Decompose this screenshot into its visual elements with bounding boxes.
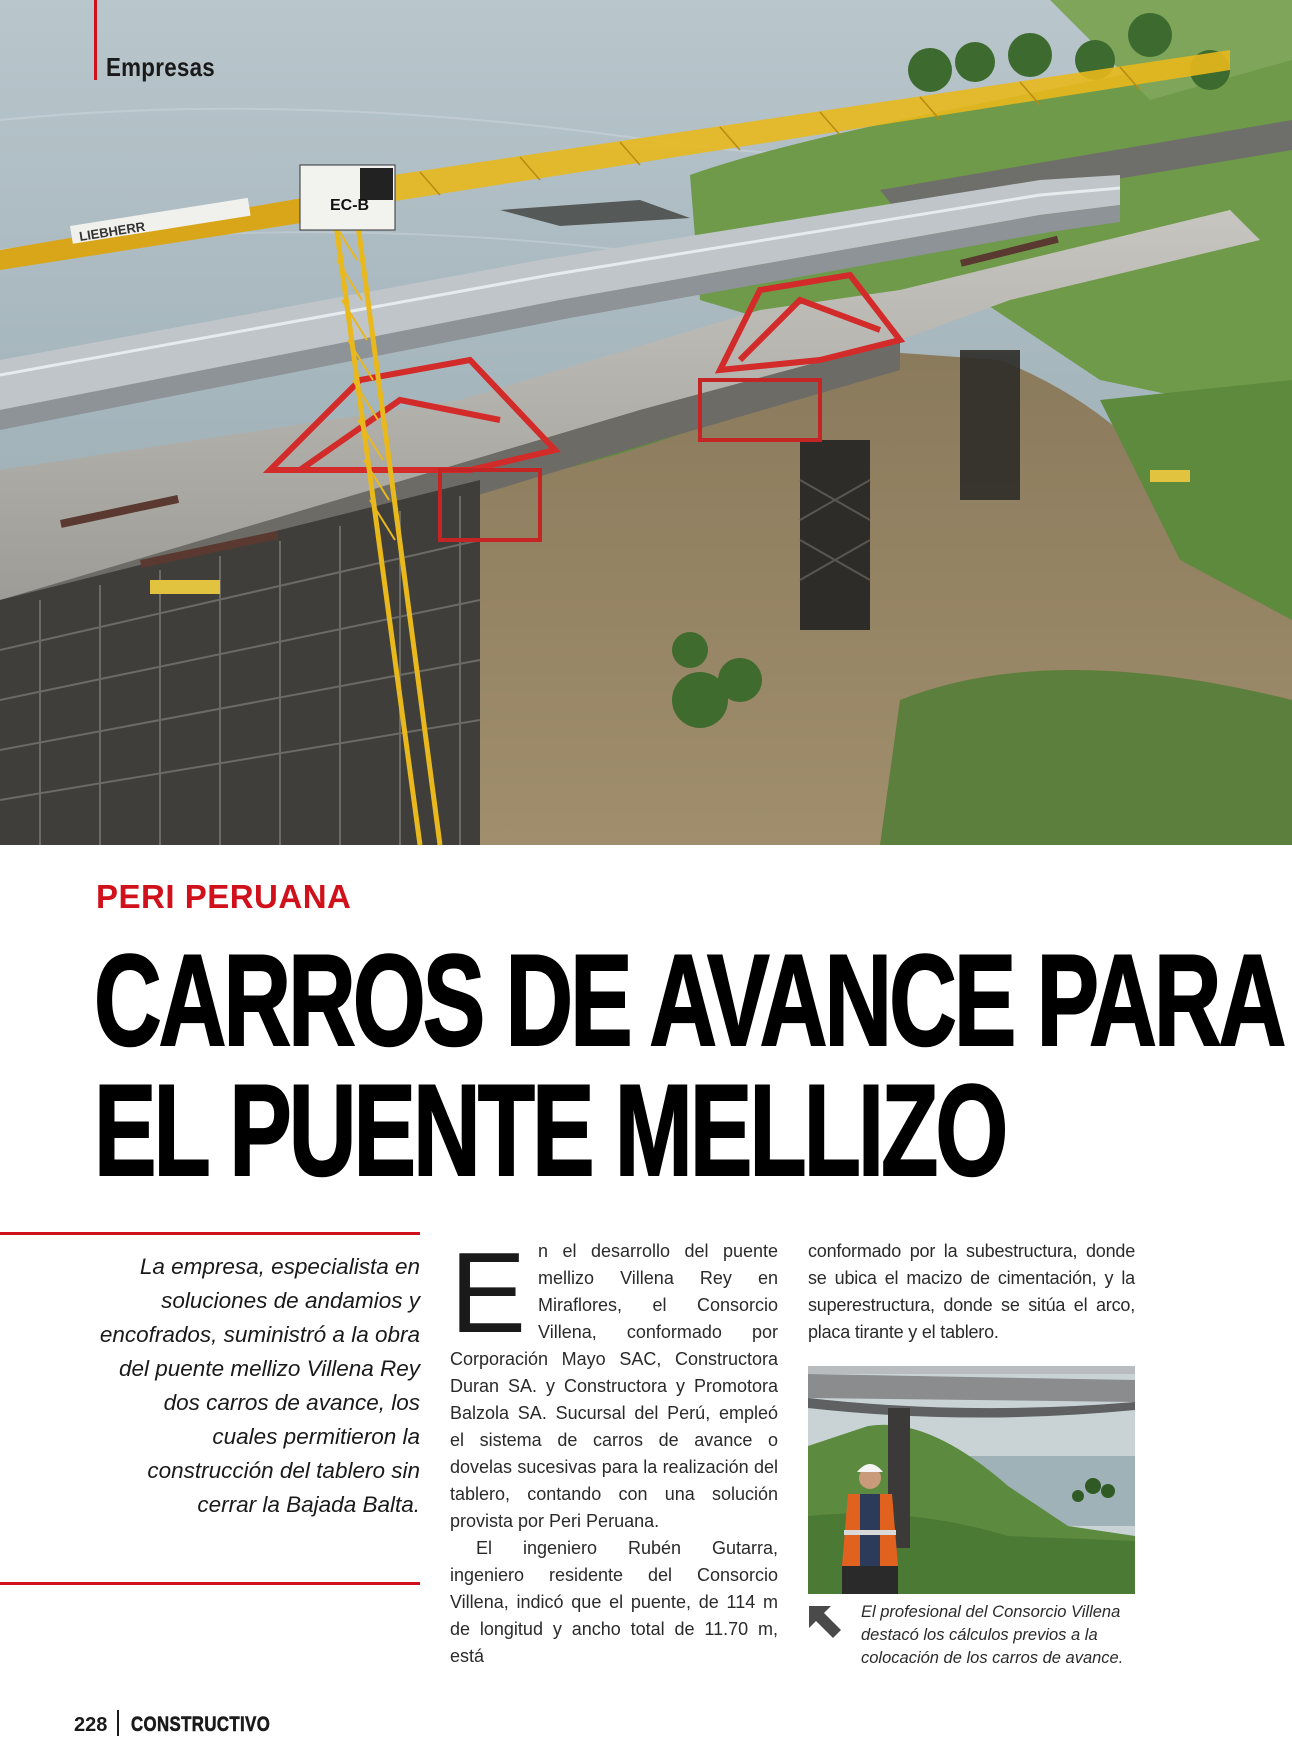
body-column-1	[450, 1230, 778, 1670]
crane-jib-text: LIEBHERR	[78, 218, 147, 244]
section-marker	[94, 0, 97, 80]
engineer-photo	[808, 1366, 1135, 1594]
body-column-2	[808, 1238, 1135, 1346]
headline-line-2: EL PUENTE MELLIZO	[94, 1057, 1006, 1203]
photo-caption: El profesional del Consorcio Villena destacó los cálculos previos a la colocación de los carros de avance.	[861, 1603, 1124, 1667]
kicker: PERI PERUANA	[96, 878, 352, 915]
footer-divider	[117, 1710, 119, 1736]
hero-photo	[0, 0, 1292, 845]
body-paragraph-1: n el desarrollo del puente mellizo Villena Rey en Miraflores, el Consorcio Villena, conformado por Corporación Mayo SAC, Constructora Duran SA. y Constructora y Promotora Balzola SA. Sucursal del Perú, empleó el sistema de carros de avance o dovelas sucesivas para la realización del tablero, contando con una solución provista por Peri Peruana.	[450, 1241, 778, 1531]
body-paragraph-3: conformado por la subestructura, donde se ubica el macizo de cimentación, y la superestructura, donde se sitúa el arco, placa tirante y el tablero.	[808, 1241, 1135, 1342]
headline-line-1: CARROS DE AVANCE PARA	[94, 927, 1284, 1073]
lead-rule-top	[0, 1232, 420, 1235]
drop-cap: E	[450, 1230, 527, 1357]
crane-cab-text: EC-B	[330, 197, 370, 214]
page-number: 228	[74, 1714, 108, 1736]
lead-paragraph: La empresa, especialista en soluciones de andamios y encofrados, suministró a la obra del puente mellizo Villena Rey dos carros de avance, los cuales permitieron la construcción del tablero sin cerrar la Bajada Balta.	[99, 1254, 420, 1517]
bridge-construction-photo	[0, 0, 1292, 845]
headline	[94, 927, 1284, 1203]
body-paragraph-2: El ingeniero Rubén Gutarra, ingeniero residente del Consorcio Villena, indicó que el puente, de 114 m de longitud y ancho total de 11.70 m, está	[450, 1538, 778, 1666]
magazine-brand: CONSTRUCTIVO	[131, 1713, 271, 1736]
lead-rule-bottom	[0, 1582, 420, 1585]
engineer-at-bridge-image	[808, 1366, 1135, 1594]
section-label: Empresas	[106, 52, 215, 82]
arrow-up-left-icon	[807, 1604, 843, 1640]
